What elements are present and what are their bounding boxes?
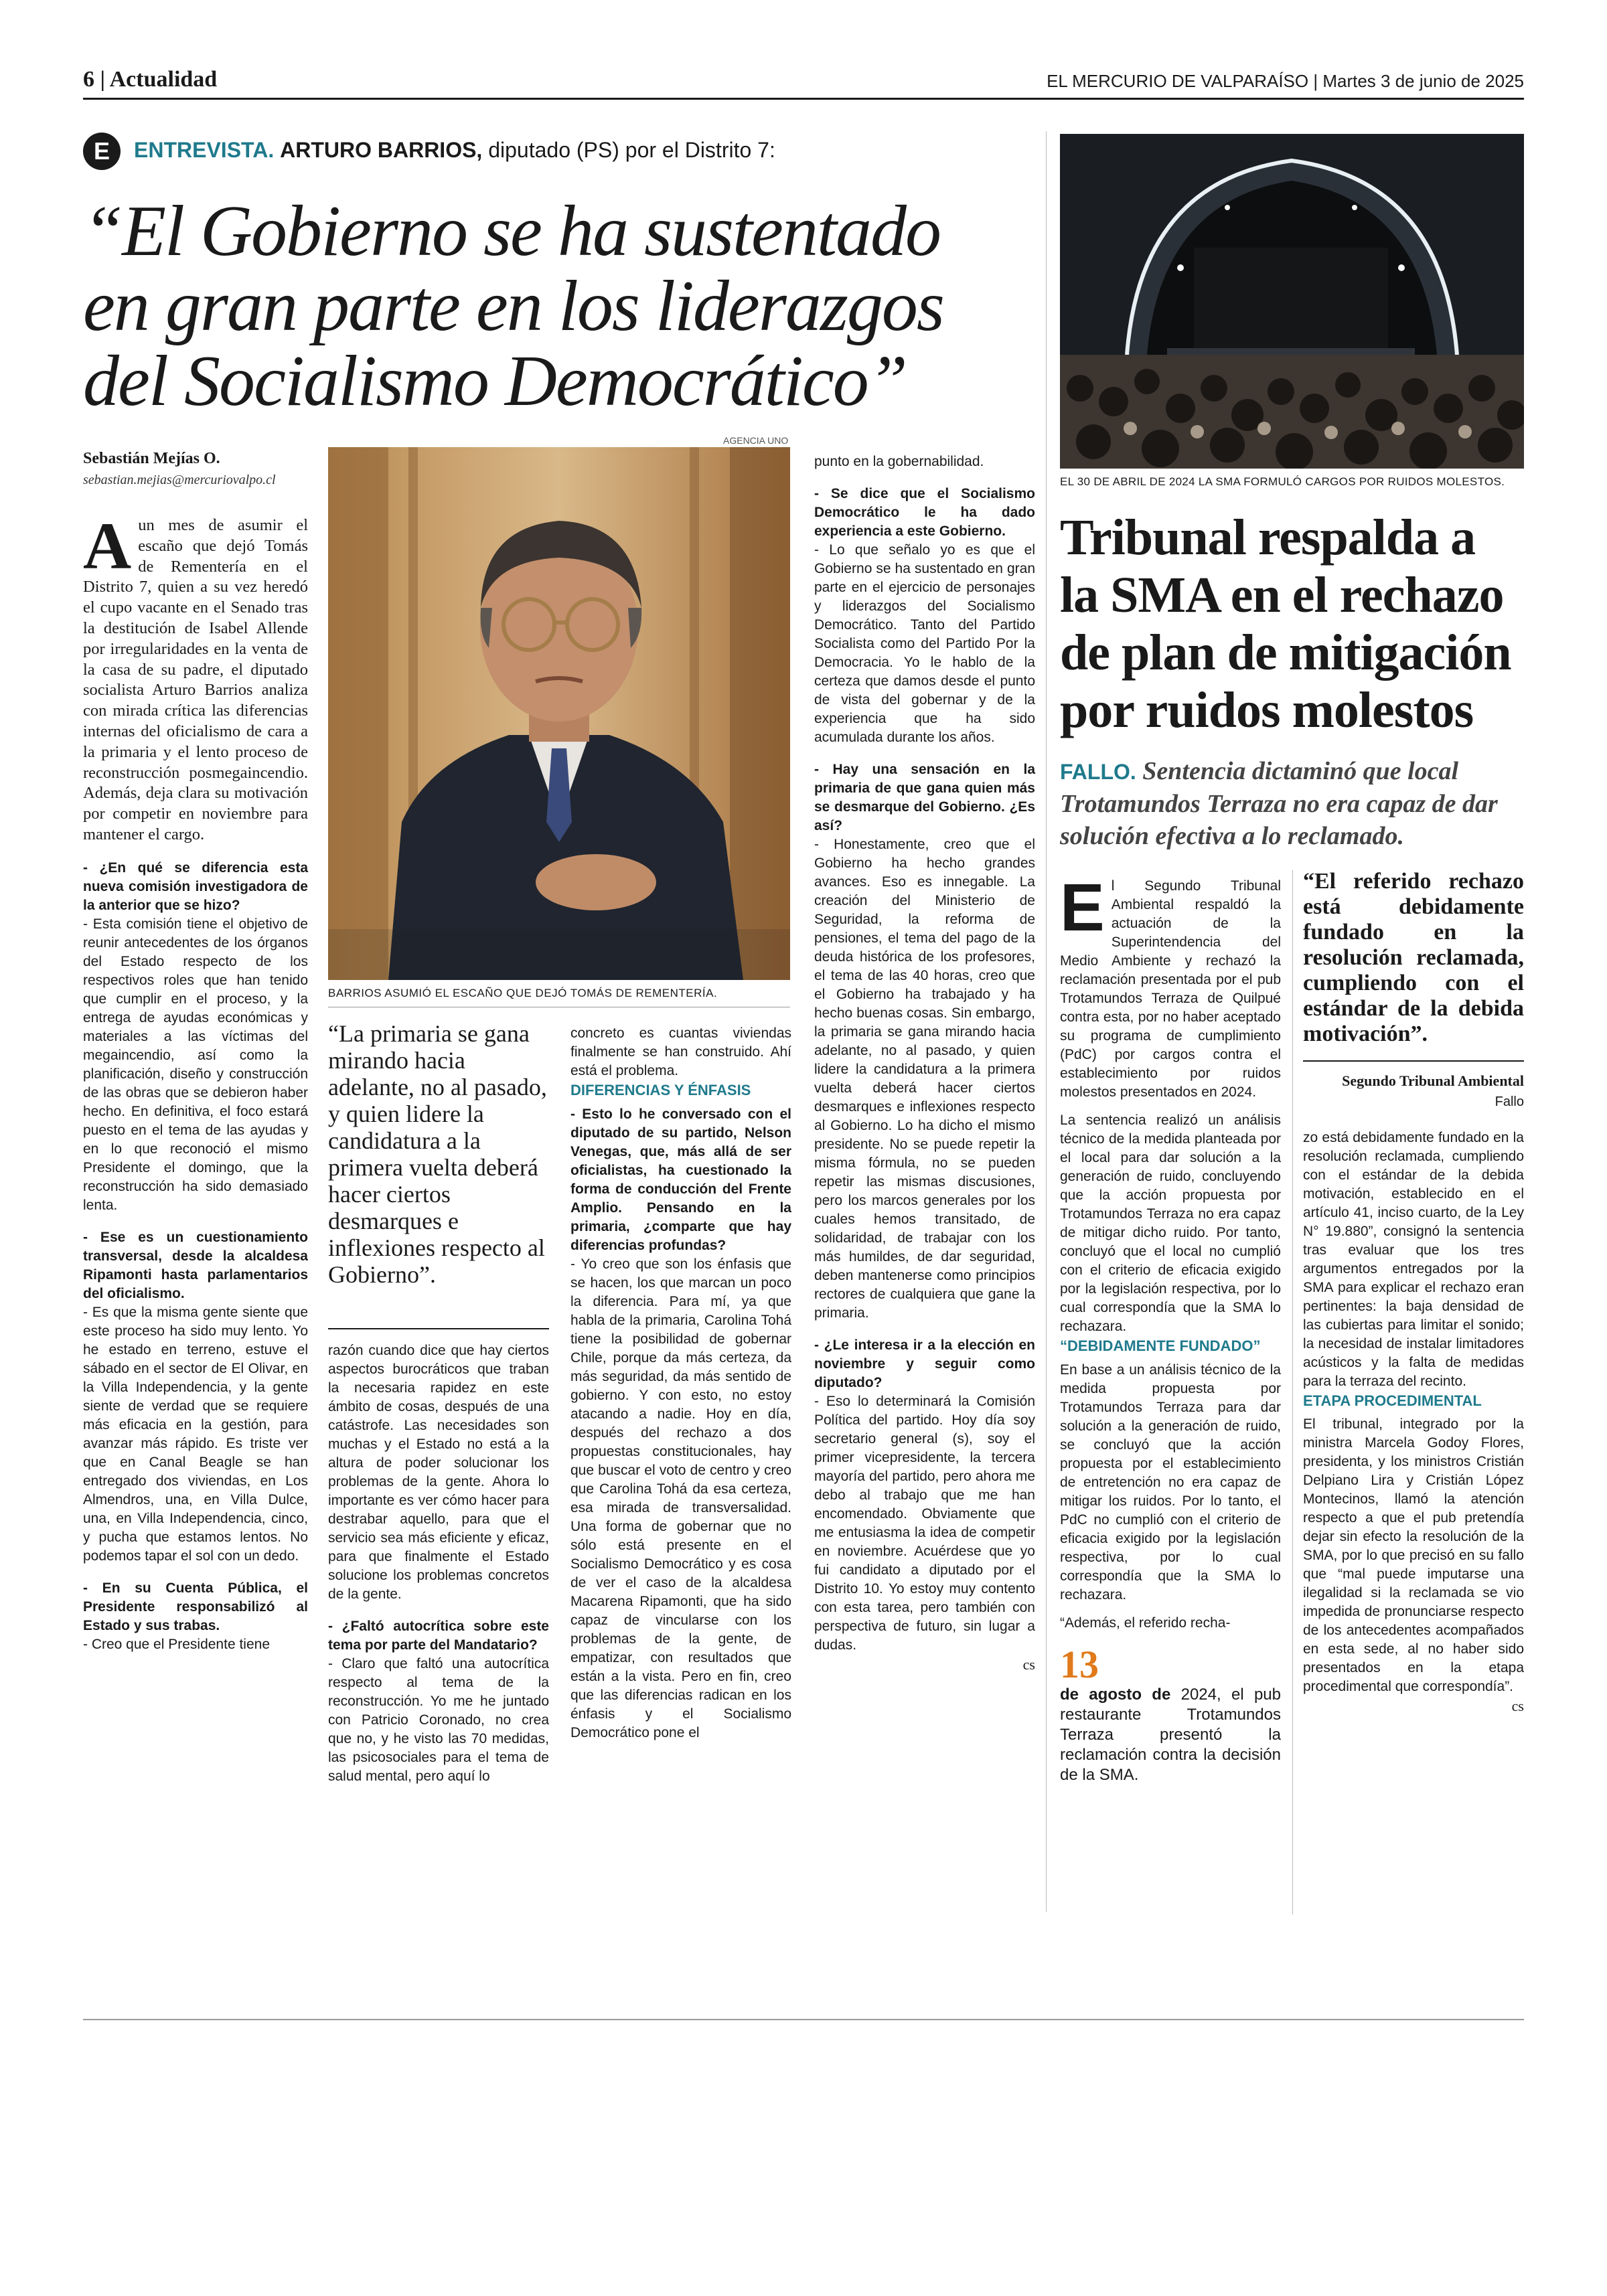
concert-illustration: [1060, 134, 1524, 469]
subheadline-text: Sentencia dictaminó que local Trotamundos Terraza no era capaz de dar solución efectiva a lo reclamado.: [1060, 757, 1498, 850]
headline-line: “El Gobierno se ha sustentado: [83, 191, 940, 271]
interview-column-3: [570, 1024, 791, 1742]
answer: - Es que la misma gente siente que este proceso ha sido muy lento. Yo he estado en terreno, estuve el sábado en el sector de El Olivar, en la Villa Independencia, y la gente siente de verdad que se requiere más eficacia en la gestión, para avanzar más rápido. Es triste ver que en Canal Beagle se han entregado dos viviendas, en Los Almendros, una, en Villa Dulce, una, en Villa Independencia, cinco, y pucha que estamos lentos. No podemos tapar el sol con un dedo.: [83, 1304, 308, 1564]
answer: - Yo creo que son los énfasis que se hacen, los que marcan un poco la diferencia. Para mí, ya que habla de la primaria, Carolina Tohá tiene la posibilidad de gobernar Chile, porque da más certeza, da más seguridad, da más sentido de gobierno. Y con esto, no estoy atacando a nadie. Hoy en día, después del rechazo a dos propuestas constitucionales, hay que buscar el voto de centro y creo que Carolina Tohá da esa certeza, esa mirada de transversalidad. Una forma de gobernar que no sólo está presente en el Socialismo Democrático y es cosa de ver el caso de la alcaldesa Macarena Ripamonti, que ha sido capaz de vincularse con los problemas de la gente, de empatizar, con resultados que están a la vista. Pero en fin, creo que las diferencias radican en los énfasis y el Socialismo Democrático pone el: [570, 1256, 791, 1740]
interview-column-2: [328, 1341, 549, 1786]
subhead: DIFERENCIAS Y ÉNFASIS: [570, 1082, 751, 1098]
big-number-label-bold: de agosto de: [1060, 1685, 1171, 1704]
question: - Esto lo he conversado con el diputado de su partido, Nelson Venegas, que, más allá de ser oficialistas, ha cuestionado la forma de conducción del Frente Amplio. Pensando en la primaria, ¿comparte que hay diferencias profundas?: [570, 1106, 791, 1253]
answer: - Creo que el Presidente tiene: [83, 1636, 270, 1652]
pull-quote-rule: [328, 1328, 549, 1329]
end-mark: cs: [1511, 1698, 1524, 1715]
page-section: [83, 67, 217, 92]
pull-quote: “La primaria se gana mirando hacia adelante, no al pasado, y quien lidere la candidatura a la primera vuelta deberá hacer ciertos desmarques e inflexiones respecto al Gobierno”.: [328, 1020, 547, 1288]
interview-column-4: [814, 453, 1035, 1675]
pull-quote-box: [328, 1020, 549, 1288]
header-separator: |: [1313, 71, 1323, 91]
question: - Hay una sensación en la primaria de que gana quien más se desmarque del Gobierno. ¿Es así?: [814, 762, 1035, 833]
answer: - Claro que faltó una autocrítica respecto al tema de la reconstrucción. Yo me he juntado con Patricio Coronado, no crea que no, y he visto las 70 medidas, las psicosociales para el tema de salud mental, pero aquí lo: [328, 1656, 549, 1784]
paragraph: La sentencia realizó un análisis técnico de la medida planteada por el local para dar solución a la generación de ruido, concluyendo que la acción propuesta por Trotamundos Terraza no era capaz de mitigar dicho ruido. Por tanto, concluyó que el local no cumplió con el criterio de eficacia exigido por la legislación respectiva, por lo cual correspondía que la SMA lo rechazara.: [1060, 1113, 1281, 1334]
subhead: “DEBIDAMENTE FUNDADO”: [1060, 1337, 1261, 1354]
kicker-name: ARTURO BARRIOS,: [280, 138, 483, 162]
footer-rule: [83, 2019, 1524, 2020]
question: - Ese es un cuestionamiento transversal, desde la alcaldesa Ripamonti hasta parlamentarios del oficialismo.: [83, 1229, 308, 1301]
headline-line: en gran parte en los liderazgos: [83, 266, 943, 346]
subhead: ETAPA PROCEDIMENTAL: [1303, 1392, 1482, 1409]
page-number: 6: [83, 67, 94, 92]
paragraph: El tribunal, integrado por la ministra Marcela Godoy Flores, presidenta, y los ministros Cristián Delpiano Lira y Cristián López Montecinos, llamó la atención respecto a que el pub pretendía dejar sin efecto la resolución de la SMA, por lo que precisó en su fallo que “mal puede imputarse una ilegalidad si la reclamada se vio impedida de pronunciarse respecto de los antecedentes acompañados en esta sede, al no haber sido presentados en la etapa procedimental que correspondía”.: [1303, 1416, 1524, 1695]
answer: - Honestamente, creo que el Gobierno ha hecho grandes avances. Eso es innegable. La creación del Ministerio de Seguridad, la reforma de pensiones, el tema del pago de la deuda histórica de los profesores, el tema de las 40 horas, creo que el Gobierno ha trabajado y ha hecho buenas cosas. Sin embargo, la primaria se gana mirando hacia adelante, no al pasado, y quien lidere la candidatura a la primera vuelta deberá hacer ciertos desmarques e inflexiones respecto al Gobierno. Lo ha dicho el mismo presidente. No se puede repetir la misma fórmula, no se pueden repetir las mismas discusiones, pero los marcos generales por los cuales hemos transitado, de solidaridad, de trabajar con los más humildes, de dar seguridad, deben mantenerse como principios rectores de cualquiera que gane la primaria.: [814, 837, 1035, 1321]
question: - ¿Le interesa ir a la elección en noviembre y seguir como diputado?: [814, 1337, 1035, 1390]
header-rule: [83, 98, 1524, 100]
subheadline-label: FALLO.: [1060, 760, 1136, 784]
dropcap: A: [83, 509, 132, 583]
publication-name: EL MERCURIO DE VALPARAÍSO: [1047, 71, 1309, 91]
tribunal-column-2: [1303, 869, 1524, 1717]
pull-quote-source-sub: Fallo: [1495, 1094, 1524, 1109]
portrait-photo: [328, 447, 790, 980]
headline-line: del Socialismo Democrático”: [83, 341, 907, 421]
question: - Se dice que el Socialismo Democrático le ha dado experiencia a este Gobierno.: [814, 486, 1035, 539]
pull-quote-source: Segundo Tribunal Ambiental: [1342, 1072, 1524, 1089]
pull-quote-rule: [1303, 1060, 1524, 1062]
big-number-label: [1060, 1685, 1281, 1785]
lead-text: l Segundo Tribunal Ambiental respaldó la actuación de la Superintendencia del Medio Ambiente y rechazó la reclamación presentada por el pub Trotamundos Terraza de Quilpué contra esta, por no haber aceptado su programa de cumplimiento (PdC) por cargos contra el establecimiento por ruidos molestos presentados en 2024.: [1060, 878, 1281, 1100]
lead-text: un mes de asumir el escaño que dejó Tomás de Rementería en el Distrito 7, quien a su vez heredó el cupo vacante en el Senado tras la destitución de Isabel Allende por irregularidades en la venta de la casa de su padre, el diputado socialista Arturo Barrios analiza con mirada crítica las diferencias internas del oficialismo de cara a la primaria y el lento proceso de reconstrucción posmegaincendio. Además, deja clara su motivación por competir en noviembre para mantener el cargo.: [83, 516, 308, 843]
interview-kicker: [134, 138, 775, 163]
publication-info: [1047, 71, 1524, 92]
answer: - Lo que señalo yo es que el Gobierno se ha sustentado en gran parte en el ejercicio de personajes y liderazgos del Socialismo Democrático. Tanto del Partido Socialista como del Partido Por la Democracia. Yo le hablo de la certeza que damos desde el punto de vista del gobernar y de la experiencia que ha sido acumulada durante los años.: [814, 542, 1035, 745]
paragraph: concreto es cuantas viviendas finalmente se han construido. Ahí está el problema.: [570, 1026, 791, 1078]
question: - ¿En qué se diferencia esta nueva comisión investigadora de la anterior que se hizo?: [83, 859, 308, 913]
paragraph: razón cuando dice que hay ciertos aspectos burocráticos que traban la necesaria rapidez en este ámbito de cosas, después de una catástrofe. Las necesidades son muchas y el Estado no está a la altura de poder solucionar los problemas de la gente. Ahora lo importante es ver cómo hacer para destrabar aquello, para que el servicio sea más eficiente y eficaz, para que finalmente el Estado solucione los problemas concretos de la gente.: [328, 1343, 549, 1602]
kicker-label: ENTREVISTA.: [134, 138, 275, 162]
photo-credit: AGENCIA UNO: [723, 435, 789, 446]
concert-photo: [1060, 134, 1524, 469]
section-separator: |: [100, 67, 110, 92]
interview-column-1: [83, 509, 308, 1654]
tribunal-column-1: [1060, 870, 1281, 1785]
big-number: 13: [1060, 1642, 1099, 1686]
portrait-caption: BARRIOS ASUMIÓ EL ESCAÑO QUE DEJÓ TOMÁS DE REMENTERÍA.: [328, 987, 718, 999]
kicker-rest: diputado (PS) por el Distrito 7:: [488, 138, 775, 162]
tribunal-subheadline: [1060, 755, 1524, 852]
answer: - Esta comisión tiene el objetivo de reunir antecedentes de los órganos del Estado respecto de los respectivos roles que han tenido que cumplir en el proceso, y la entrega de ayudas económicas y materiales a las víctimas del megaincendio, así como la planificación, diseño y construcción de las obras que se debieron haber hecho. En definitiva, el foco estará puesto en el tema de las ayudas y en lo que reconoció el mismo Presidente el domingo, que la reconstrucción ha sido demasiado lenta.: [83, 916, 308, 1213]
column-separator: [1292, 870, 1293, 1914]
byline-email: sebastian.mejias@mercuriovalpo.cl: [83, 473, 276, 487]
tribunal-headline: Tribunal respalda a la SMA en el rechazo de plan de mitigación por ruidos molestos: [1060, 509, 1511, 738]
lead-paragraph: [1060, 870, 1281, 1102]
concert-caption: EL 30 DE ABRIL DE 2024 LA SMA FORMULÓ CARGOS POR RUIDOS MOLESTOS.: [1060, 475, 1505, 488]
paragraph: punto en la gobernabilidad.: [814, 454, 984, 469]
paragraph: zo está debidamente fundado en la resolución reclamada, cumpliendo con el estándar de la debida motivación, establecido en el artículo 41, inciso cuarto, de la Ley N° 19.880”, consignó la sentencia tras evaluar que los tres argumentos entregados por la SMA para explicar el rechazo eran pertinentes: la baja densidad de las cubiertas para limitar el sonido; la necesidad de instalar limitadores acústicos y la falta de medidas para la terraza del recinto.: [1303, 1129, 1524, 1389]
interview-badge: E: [83, 133, 121, 170]
lead-paragraph: [83, 509, 308, 845]
interview-headline: [83, 191, 1020, 421]
date-factbox: [1060, 1642, 1281, 1785]
paragraph: En base a un análisis técnico de la medida propuesta por Trotamundos Terraza para dar solución a la generación de ruido, se concluyó que la acción propuesta por el establecimiento de entretención no era capaz de mitigar los ruidos. Por lo tanto, el PdC no cumplió con el criterio de eficacia exigido por la legislación respectiva, por lo cual correspondía que la SMA lo rechazara.: [1060, 1362, 1281, 1603]
tribunal-pull-quote: “El referido rechazo está debidamente fundado en la resolución reclamada, cumpliendo con el estándar de la debida motivación”.: [1303, 869, 1524, 1046]
publication-date: Martes 3 de junio de 2025: [1322, 71, 1524, 91]
question: - ¿Faltó autocrítica sobre este tema por parte del Mandatario?: [328, 1619, 549, 1653]
article-separator: [1046, 131, 1047, 1912]
dropcap: E: [1060, 870, 1105, 945]
answer: - Eso lo determinará la Comisión Política del partido. Hoy día soy secretario general (s), soy el primer vicepresidente, la tercera mayoría del partido, pero ahora me debo al trabajo que me han encomendado. Obviamente que me entusiasma la idea de competir en noviembre. Acuérdese que yo fui candidato a diputado por el Distrito 10. Yo estoy muy contento con esta tarea, pero también con perspectiva de futuro, sin lugar a dudas.: [814, 1394, 1035, 1653]
question: - En su Cuenta Pública, el Presidente responsabilizó al Estado y sus trabas.: [83, 1580, 308, 1633]
big-number-label-text: 2024, el pub restaurante Trotamundos Terraza presentó la reclamación contra la decisión de la SMA.: [1060, 1685, 1281, 1784]
end-mark: cs: [1022, 1656, 1035, 1673]
paragraph: “Además, el referido recha-: [1060, 1615, 1231, 1631]
byline: Sebastián Mejías O.: [83, 450, 220, 467]
section-name: Actualidad: [109, 67, 218, 92]
portrait-illustration: [328, 447, 790, 980]
